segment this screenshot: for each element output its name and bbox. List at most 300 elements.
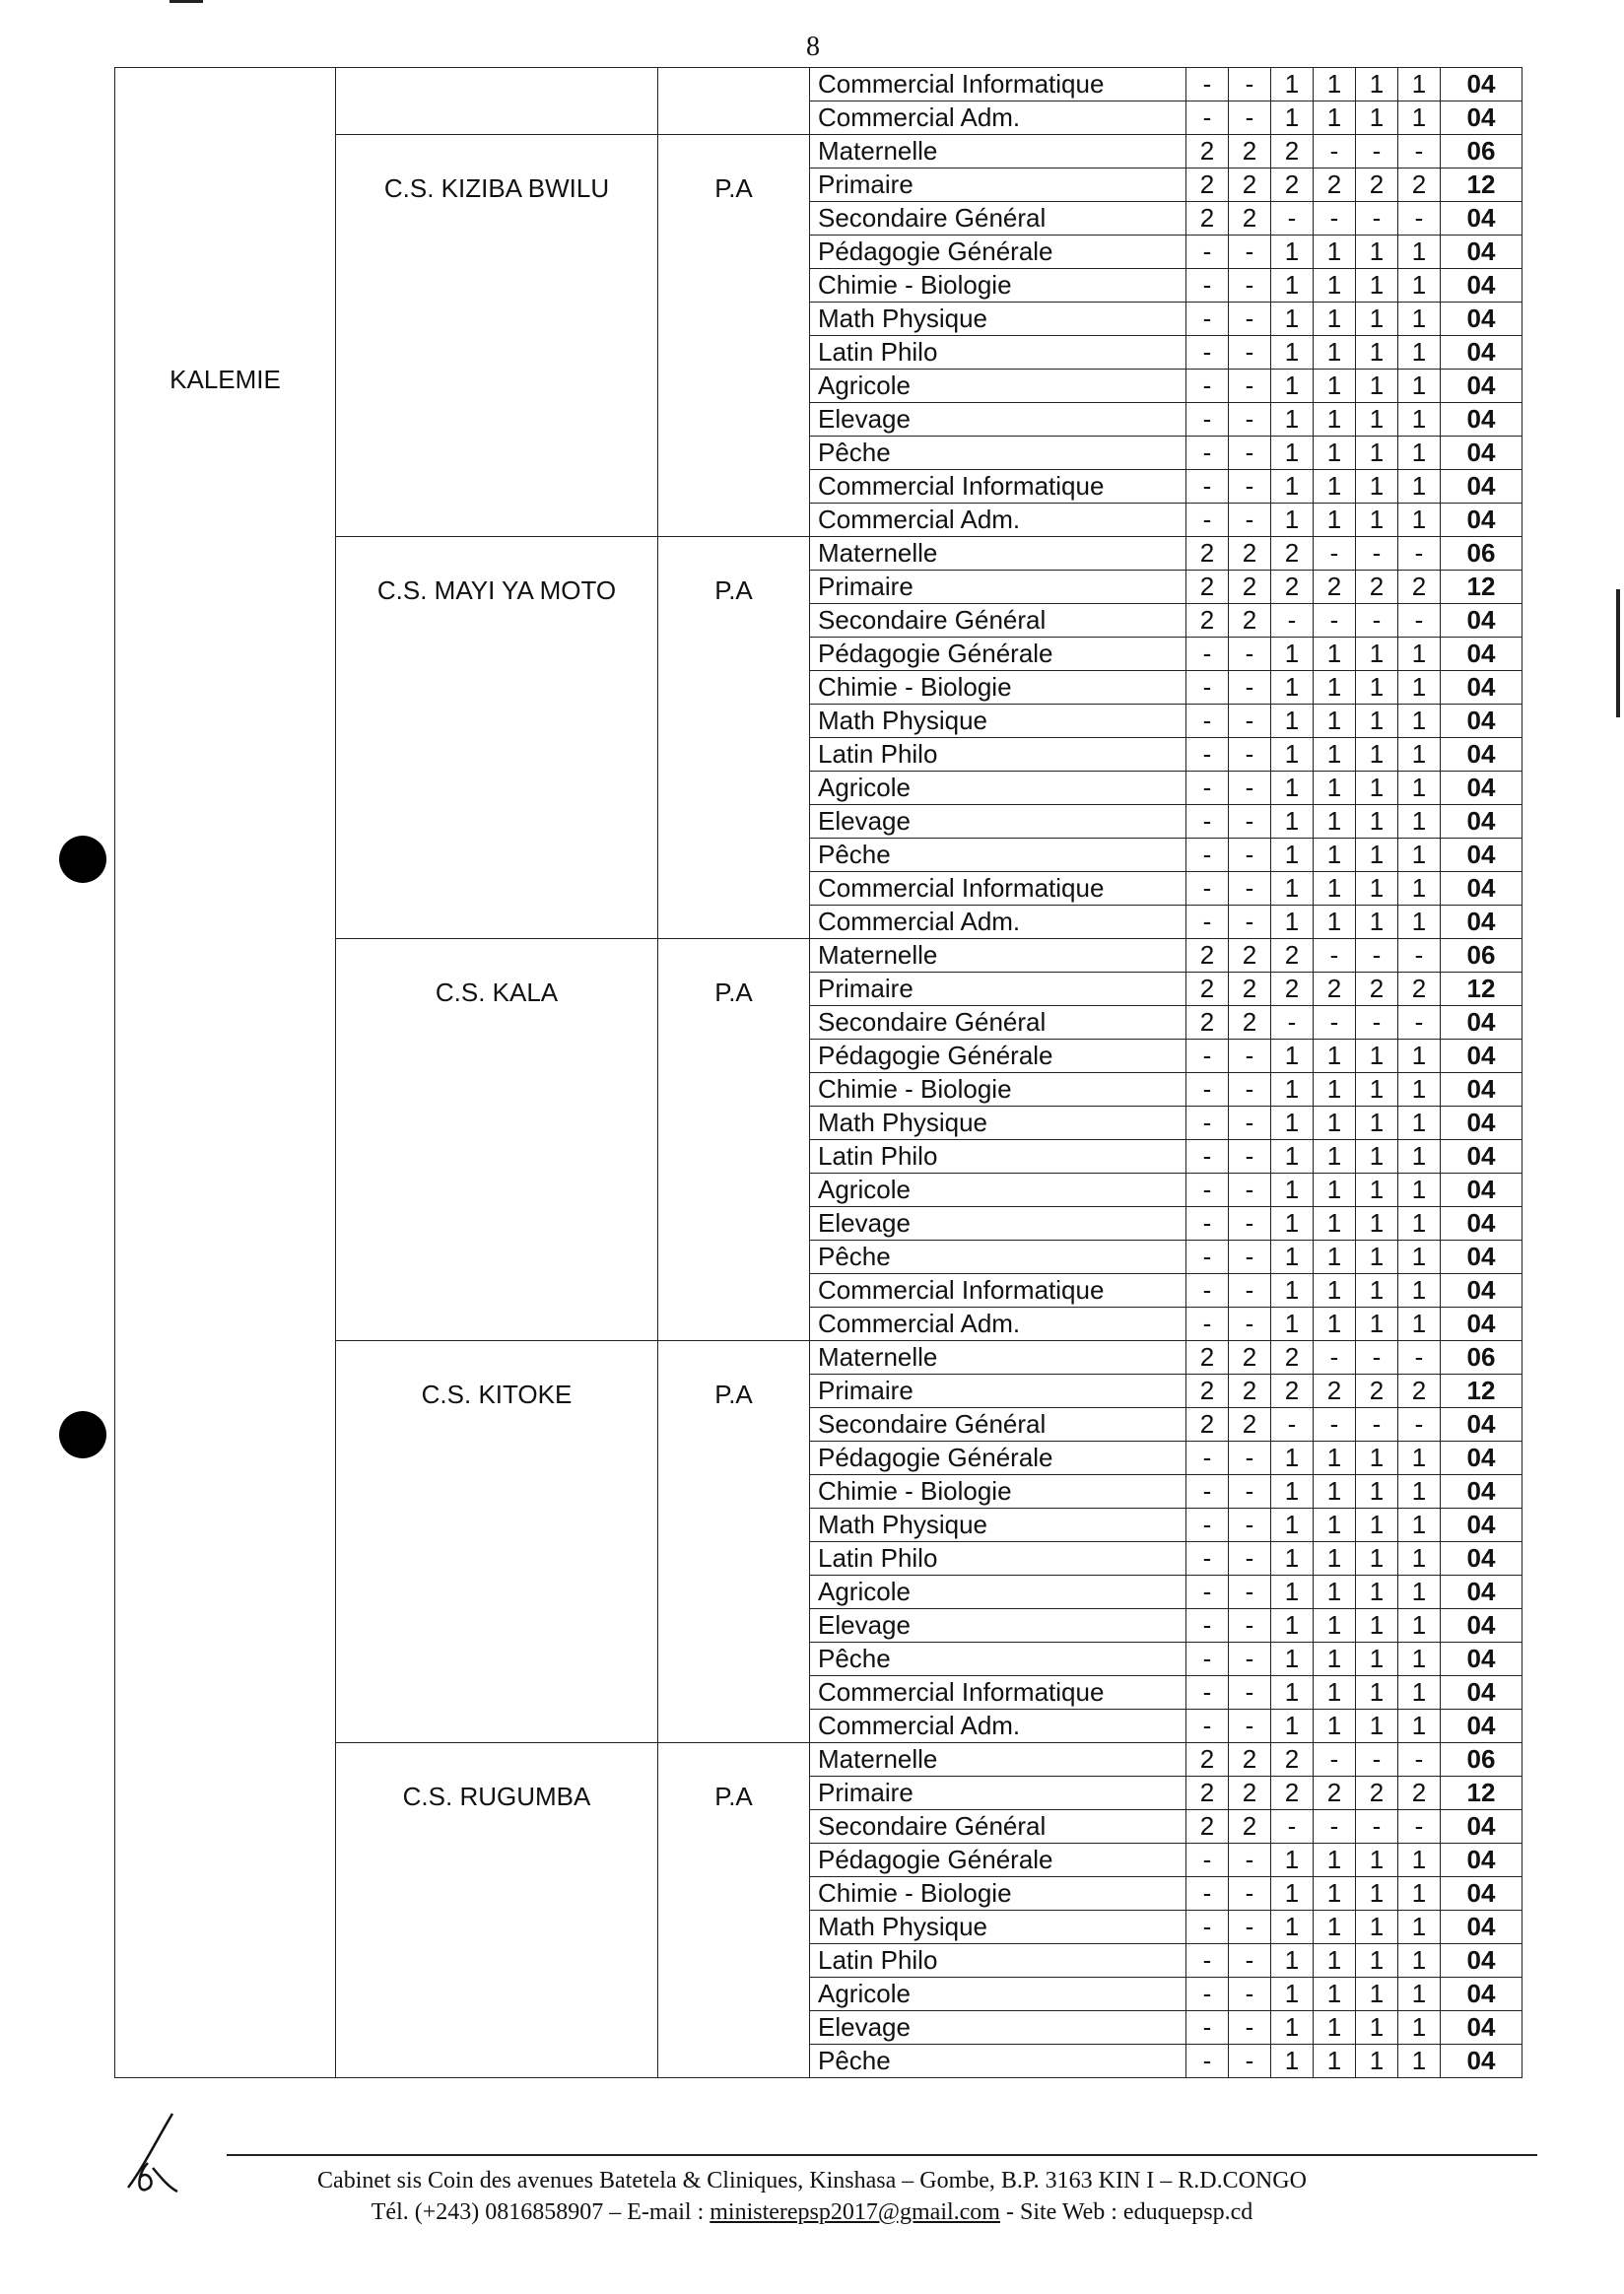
total-cell: 06 — [1441, 939, 1522, 973]
level-cell: 1 — [1356, 1844, 1398, 1877]
school-type-cell: P.A — [658, 537, 810, 939]
total-cell: 04 — [1441, 1676, 1522, 1710]
total-cell: 04 — [1441, 805, 1522, 839]
level-cell: 1 — [1398, 303, 1441, 336]
level-cell: - — [1314, 1006, 1356, 1040]
level-cell: 1 — [1398, 370, 1441, 403]
level-cell: 2 — [1229, 1341, 1271, 1375]
level-cell: 1 — [1398, 872, 1441, 906]
section-cell: Math Physique — [810, 303, 1186, 336]
level-cell: 1 — [1356, 303, 1398, 336]
total-cell: 12 — [1441, 169, 1522, 202]
level-cell: 1 — [1271, 1207, 1314, 1241]
level-cell: 2 — [1186, 169, 1229, 202]
level-cell: - — [1229, 906, 1271, 939]
level-cell: 2 — [1186, 1777, 1229, 1810]
section-cell: Pêche — [810, 2045, 1186, 2078]
total-cell: 04 — [1441, 906, 1522, 939]
level-cell: 1 — [1314, 638, 1356, 671]
total-cell: 04 — [1441, 738, 1522, 772]
section-cell: Primaire — [810, 1777, 1186, 1810]
level-cell: 2 — [1186, 571, 1229, 604]
level-cell: - — [1186, 1542, 1229, 1576]
level-cell: - — [1229, 738, 1271, 772]
level-cell: 1 — [1356, 1643, 1398, 1676]
level-cell: 1 — [1356, 1877, 1398, 1911]
level-cell: - — [1356, 939, 1398, 973]
level-cell: 1 — [1314, 2045, 1356, 2078]
section-cell: Elevage — [810, 403, 1186, 437]
level-cell: - — [1229, 1978, 1271, 2011]
level-cell: - — [1398, 202, 1441, 236]
section-cell: Pêche — [810, 1643, 1186, 1676]
level-cell: - — [1356, 1743, 1398, 1777]
total-cell: 04 — [1441, 638, 1522, 671]
section-cell: Elevage — [810, 1207, 1186, 1241]
level-cell: - — [1229, 2011, 1271, 2045]
level-cell: 1 — [1314, 1542, 1356, 1576]
level-cell: 1 — [1398, 1844, 1441, 1877]
level-cell: - — [1186, 772, 1229, 805]
level-cell: 2 — [1186, 202, 1229, 236]
level-cell: 1 — [1314, 1308, 1356, 1341]
level-cell: - — [1271, 604, 1314, 638]
total-cell: 12 — [1441, 973, 1522, 1006]
level-cell: - — [1314, 537, 1356, 571]
level-cell: 1 — [1398, 1509, 1441, 1542]
level-cell: 1 — [1398, 470, 1441, 504]
level-cell: 1 — [1271, 906, 1314, 939]
total-cell: 04 — [1441, 2045, 1522, 2078]
level-cell: 1 — [1314, 1643, 1356, 1676]
level-cell: 1 — [1398, 705, 1441, 738]
level-cell: 2 — [1186, 1341, 1229, 1375]
section-cell: Pêche — [810, 437, 1186, 470]
level-cell: 1 — [1271, 1609, 1314, 1643]
level-cell: - — [1186, 1710, 1229, 1743]
level-cell: 1 — [1398, 1609, 1441, 1643]
level-cell: 1 — [1356, 403, 1398, 437]
total-cell: 04 — [1441, 604, 1522, 638]
level-cell: - — [1229, 2045, 1271, 2078]
level-cell: - — [1186, 1241, 1229, 1274]
level-cell: 1 — [1398, 1040, 1441, 1073]
level-cell: 1 — [1356, 805, 1398, 839]
level-cell: 1 — [1271, 303, 1314, 336]
level-cell: - — [1314, 135, 1356, 169]
total-cell: 04 — [1441, 1609, 1522, 1643]
section-cell: Latin Philo — [810, 738, 1186, 772]
total-cell: 04 — [1441, 1274, 1522, 1308]
level-cell: - — [1186, 1609, 1229, 1643]
section-cell: Elevage — [810, 2011, 1186, 2045]
total-cell: 04 — [1441, 68, 1522, 101]
level-cell: - — [1229, 1609, 1271, 1643]
level-cell: - — [1398, 604, 1441, 638]
section-cell: Pédagogie Générale — [810, 236, 1186, 269]
level-cell: 2 — [1229, 202, 1271, 236]
level-cell: 1 — [1314, 1609, 1356, 1643]
level-cell: 1 — [1271, 1710, 1314, 1743]
total-cell: 04 — [1441, 403, 1522, 437]
school-name-cell: C.S. KITOKE — [336, 1341, 658, 1743]
section-cell: Maternelle — [810, 939, 1186, 973]
level-cell: 1 — [1314, 772, 1356, 805]
level-cell: 1 — [1271, 638, 1314, 671]
section-cell: Pédagogie Générale — [810, 1040, 1186, 1073]
school-name-cell: C.S. MAYI YA MOTO — [336, 537, 658, 939]
level-cell: 2 — [1314, 973, 1356, 1006]
level-cell: - — [1314, 939, 1356, 973]
level-cell: 1 — [1271, 1509, 1314, 1542]
level-cell: 2 — [1229, 973, 1271, 1006]
level-cell: 1 — [1271, 504, 1314, 537]
level-cell: - — [1356, 604, 1398, 638]
level-cell: 1 — [1314, 1676, 1356, 1710]
level-cell: - — [1186, 872, 1229, 906]
school-type-cell: P.A — [658, 1341, 810, 1743]
level-cell: - — [1229, 1174, 1271, 1207]
level-cell: 2 — [1271, 1743, 1314, 1777]
total-cell: 04 — [1441, 1006, 1522, 1040]
total-cell: 04 — [1441, 1877, 1522, 1911]
level-cell: 1 — [1271, 1073, 1314, 1107]
level-cell: 1 — [1314, 805, 1356, 839]
level-cell: - — [1186, 2045, 1229, 2078]
total-cell: 04 — [1441, 1844, 1522, 1877]
level-cell: - — [1229, 1542, 1271, 1576]
level-cell: - — [1398, 1810, 1441, 1844]
section-cell: Latin Philo — [810, 336, 1186, 370]
level-cell: 1 — [1271, 1844, 1314, 1877]
level-cell: 1 — [1356, 772, 1398, 805]
level-cell: 2 — [1314, 571, 1356, 604]
edge-mark — [1616, 589, 1620, 717]
level-cell: 1 — [1314, 671, 1356, 705]
level-cell: 1 — [1398, 1643, 1441, 1676]
level-cell: 1 — [1356, 872, 1398, 906]
level-cell: 1 — [1271, 370, 1314, 403]
footer-site: - Site Web : eduquepsp.cd — [999, 2199, 1253, 2225]
level-cell: - — [1398, 1006, 1441, 1040]
section-cell: Elevage — [810, 805, 1186, 839]
level-cell: - — [1356, 135, 1398, 169]
level-cell: 1 — [1314, 2011, 1356, 2045]
level-cell: - — [1186, 68, 1229, 101]
total-cell: 04 — [1441, 470, 1522, 504]
level-cell: 1 — [1271, 1576, 1314, 1609]
section-cell: Secondaire Général — [810, 604, 1186, 638]
total-cell: 04 — [1441, 772, 1522, 805]
level-cell: 2 — [1229, 1777, 1271, 1810]
level-cell: 2 — [1229, 537, 1271, 571]
level-cell: 1 — [1271, 68, 1314, 101]
section-cell: Commercial Informatique — [810, 1676, 1186, 1710]
level-cell: - — [1186, 839, 1229, 872]
level-cell: 1 — [1314, 336, 1356, 370]
level-cell: 1 — [1271, 1978, 1314, 2011]
level-cell: - — [1229, 1676, 1271, 1710]
school-name-cell: C.S. KIZIBA BWILU — [336, 135, 658, 537]
level-cell: 1 — [1314, 101, 1356, 135]
level-cell: - — [1271, 202, 1314, 236]
level-cell: 1 — [1314, 236, 1356, 269]
level-cell: - — [1398, 939, 1441, 973]
level-cell: 1 — [1398, 1140, 1441, 1174]
level-cell: 1 — [1356, 1207, 1398, 1241]
level-cell: 1 — [1398, 403, 1441, 437]
section-cell: Commercial Informatique — [810, 68, 1186, 101]
section-cell: Pêche — [810, 839, 1186, 872]
total-cell: 04 — [1441, 839, 1522, 872]
level-cell: - — [1271, 1408, 1314, 1442]
level-cell: - — [1229, 1509, 1271, 1542]
section-cell: Latin Philo — [810, 1140, 1186, 1174]
level-cell: - — [1186, 705, 1229, 738]
level-cell: - — [1356, 202, 1398, 236]
level-cell: - — [1186, 738, 1229, 772]
level-cell: 1 — [1398, 504, 1441, 537]
school-type-cell: P.A — [658, 939, 810, 1341]
level-cell: 1 — [1398, 336, 1441, 370]
level-cell: - — [1186, 1911, 1229, 1944]
level-cell: 2 — [1186, 973, 1229, 1006]
total-cell: 04 — [1441, 236, 1522, 269]
footer-contact — [0, 2199, 1624, 2226]
level-cell: - — [1229, 705, 1271, 738]
level-cell: 1 — [1356, 101, 1398, 135]
level-cell: - — [1356, 537, 1398, 571]
level-cell: 1 — [1398, 1542, 1441, 1576]
level-cell: 1 — [1314, 1844, 1356, 1877]
level-cell: - — [1229, 101, 1271, 135]
section-cell: Chimie - Biologie — [810, 269, 1186, 303]
level-cell: - — [1186, 101, 1229, 135]
level-cell: - — [1186, 1073, 1229, 1107]
level-cell: - — [1229, 1274, 1271, 1308]
level-cell: 1 — [1356, 1944, 1398, 1978]
level-cell: 1 — [1271, 1040, 1314, 1073]
level-cell: 1 — [1271, 437, 1314, 470]
level-cell: 1 — [1314, 403, 1356, 437]
level-cell: - — [1186, 2011, 1229, 2045]
level-cell: 2 — [1186, 537, 1229, 571]
level-cell: 1 — [1356, 1241, 1398, 1274]
level-cell: 2 — [1271, 537, 1314, 571]
level-cell: 1 — [1398, 1274, 1441, 1308]
level-cell: 1 — [1271, 1274, 1314, 1308]
level-cell: 2 — [1314, 1375, 1356, 1408]
total-cell: 04 — [1441, 101, 1522, 135]
level-cell: - — [1229, 1944, 1271, 1978]
footer-address: Cabinet sis Coin des avenues Batetela & Cliniques, Kinshasa – Gombe, B.P. 3163 KIN I – R.D.CONGO — [317, 2168, 1307, 2193]
level-cell: 1 — [1356, 1542, 1398, 1576]
level-cell: - — [1186, 1576, 1229, 1609]
section-cell: Commercial Informatique — [810, 1274, 1186, 1308]
level-cell: - — [1229, 1107, 1271, 1140]
level-cell: 1 — [1314, 470, 1356, 504]
footer-email-link[interactable]: ministerepsp2017@gmail.com — [710, 2199, 1000, 2225]
level-cell: 1 — [1398, 68, 1441, 101]
level-cell: 1 — [1398, 772, 1441, 805]
section-cell: Primaire — [810, 571, 1186, 604]
level-cell: - — [1186, 906, 1229, 939]
top-mark — [169, 0, 203, 3]
total-cell: 12 — [1441, 571, 1522, 604]
level-cell: - — [1229, 470, 1271, 504]
level-cell: 2 — [1229, 1810, 1271, 1844]
level-cell: 1 — [1271, 872, 1314, 906]
level-cell: 2 — [1398, 1375, 1441, 1408]
level-cell: - — [1186, 1877, 1229, 1911]
total-cell: 12 — [1441, 1375, 1522, 1408]
section-cell: Pédagogie Générale — [810, 1844, 1186, 1877]
level-cell: 1 — [1271, 1174, 1314, 1207]
level-cell: - — [1229, 805, 1271, 839]
level-cell: - — [1271, 1006, 1314, 1040]
level-cell: 2 — [1398, 571, 1441, 604]
total-cell: 04 — [1441, 1040, 1522, 1073]
level-cell: - — [1229, 1241, 1271, 1274]
level-cell: - — [1186, 470, 1229, 504]
level-cell: 1 — [1356, 370, 1398, 403]
level-cell: - — [1398, 1408, 1441, 1442]
total-cell: 04 — [1441, 1241, 1522, 1274]
level-cell: 1 — [1356, 1174, 1398, 1207]
level-cell: 1 — [1314, 1274, 1356, 1308]
level-cell: 1 — [1314, 1442, 1356, 1475]
section-cell: Chimie - Biologie — [810, 1475, 1186, 1509]
level-cell: - — [1229, 872, 1271, 906]
level-cell: 1 — [1271, 403, 1314, 437]
total-cell: 04 — [1441, 1810, 1522, 1844]
section-cell: Secondaire Général — [810, 202, 1186, 236]
section-cell: Commercial Adm. — [810, 1710, 1186, 1743]
level-cell: - — [1229, 1207, 1271, 1241]
level-cell: 1 — [1356, 705, 1398, 738]
level-cell: 2 — [1186, 1810, 1229, 1844]
section-cell: Agricole — [810, 1978, 1186, 2011]
level-cell: 2 — [1271, 169, 1314, 202]
level-cell: 1 — [1398, 638, 1441, 671]
section-cell: Primaire — [810, 169, 1186, 202]
level-cell: 2 — [1229, 571, 1271, 604]
level-cell: - — [1314, 1743, 1356, 1777]
level-cell: - — [1186, 437, 1229, 470]
level-cell: 1 — [1356, 1676, 1398, 1710]
level-cell: 1 — [1314, 738, 1356, 772]
level-cell: 1 — [1271, 1475, 1314, 1509]
level-cell: 2 — [1356, 571, 1398, 604]
level-cell: - — [1186, 1174, 1229, 1207]
section-cell: Chimie - Biologie — [810, 1877, 1186, 1911]
level-cell: 2 — [1356, 1777, 1398, 1810]
level-cell: 1 — [1398, 906, 1441, 939]
level-cell: 1 — [1314, 906, 1356, 939]
level-cell: 2 — [1271, 1777, 1314, 1810]
level-cell: 1 — [1314, 839, 1356, 872]
section-cell: Pédagogie Générale — [810, 638, 1186, 671]
level-cell: 1 — [1271, 470, 1314, 504]
level-cell: - — [1398, 135, 1441, 169]
total-cell: 04 — [1441, 1408, 1522, 1442]
level-cell: 1 — [1398, 269, 1441, 303]
level-cell: - — [1186, 1207, 1229, 1241]
level-cell: - — [1229, 1844, 1271, 1877]
level-cell: 1 — [1314, 1877, 1356, 1911]
level-cell: 1 — [1314, 1710, 1356, 1743]
level-cell: 1 — [1271, 1140, 1314, 1174]
total-cell: 04 — [1441, 1073, 1522, 1107]
level-cell: 2 — [1271, 973, 1314, 1006]
level-cell: - — [1229, 671, 1271, 705]
table-body — [115, 68, 1522, 2078]
total-cell: 04 — [1441, 1710, 1522, 1743]
level-cell: 2 — [1398, 1777, 1441, 1810]
level-cell: 2 — [1186, 1408, 1229, 1442]
level-cell: - — [1229, 1911, 1271, 1944]
level-cell: - — [1186, 504, 1229, 537]
total-cell: 04 — [1441, 1911, 1522, 1944]
level-cell: - — [1186, 1040, 1229, 1073]
level-cell: 2 — [1398, 973, 1441, 1006]
level-cell: - — [1186, 1475, 1229, 1509]
level-cell: 1 — [1314, 1207, 1356, 1241]
level-cell: - — [1229, 269, 1271, 303]
level-cell: - — [1229, 1308, 1271, 1341]
level-cell: 1 — [1271, 336, 1314, 370]
level-cell: 1 — [1356, 336, 1398, 370]
level-cell: 1 — [1356, 1140, 1398, 1174]
total-cell: 06 — [1441, 1341, 1522, 1375]
level-cell: 2 — [1356, 973, 1398, 1006]
section-cell: Commercial Adm. — [810, 504, 1186, 537]
level-cell: - — [1398, 1341, 1441, 1375]
level-cell: 1 — [1398, 1174, 1441, 1207]
level-cell: 1 — [1398, 1442, 1441, 1475]
level-cell: 1 — [1398, 1710, 1441, 1743]
level-cell: 1 — [1314, 68, 1356, 101]
total-cell: 04 — [1441, 370, 1522, 403]
level-cell: 1 — [1314, 1944, 1356, 1978]
level-cell: 1 — [1314, 705, 1356, 738]
level-cell: 1 — [1271, 1643, 1314, 1676]
level-cell: 1 — [1271, 1944, 1314, 1978]
level-cell: 2 — [1314, 169, 1356, 202]
total-cell: 04 — [1441, 1944, 1522, 1978]
level-cell: - — [1186, 805, 1229, 839]
total-cell: 04 — [1441, 336, 1522, 370]
level-cell: - — [1186, 1509, 1229, 1542]
total-cell: 04 — [1441, 1643, 1522, 1676]
level-cell: - — [1186, 638, 1229, 671]
level-cell: 1 — [1356, 671, 1398, 705]
level-cell: 2 — [1229, 169, 1271, 202]
level-cell: 1 — [1356, 738, 1398, 772]
section-cell: Latin Philo — [810, 1944, 1186, 1978]
section-cell: Commercial Adm. — [810, 101, 1186, 135]
level-cell: 1 — [1356, 1609, 1398, 1643]
level-cell: - — [1186, 671, 1229, 705]
level-cell: 1 — [1271, 705, 1314, 738]
level-cell: - — [1229, 336, 1271, 370]
section-cell: Agricole — [810, 1174, 1186, 1207]
level-cell: 1 — [1314, 1978, 1356, 2011]
level-cell: 1 — [1398, 1877, 1441, 1911]
level-cell: 1 — [1356, 470, 1398, 504]
level-cell: 1 — [1398, 738, 1441, 772]
page-number: 8 — [806, 32, 820, 62]
